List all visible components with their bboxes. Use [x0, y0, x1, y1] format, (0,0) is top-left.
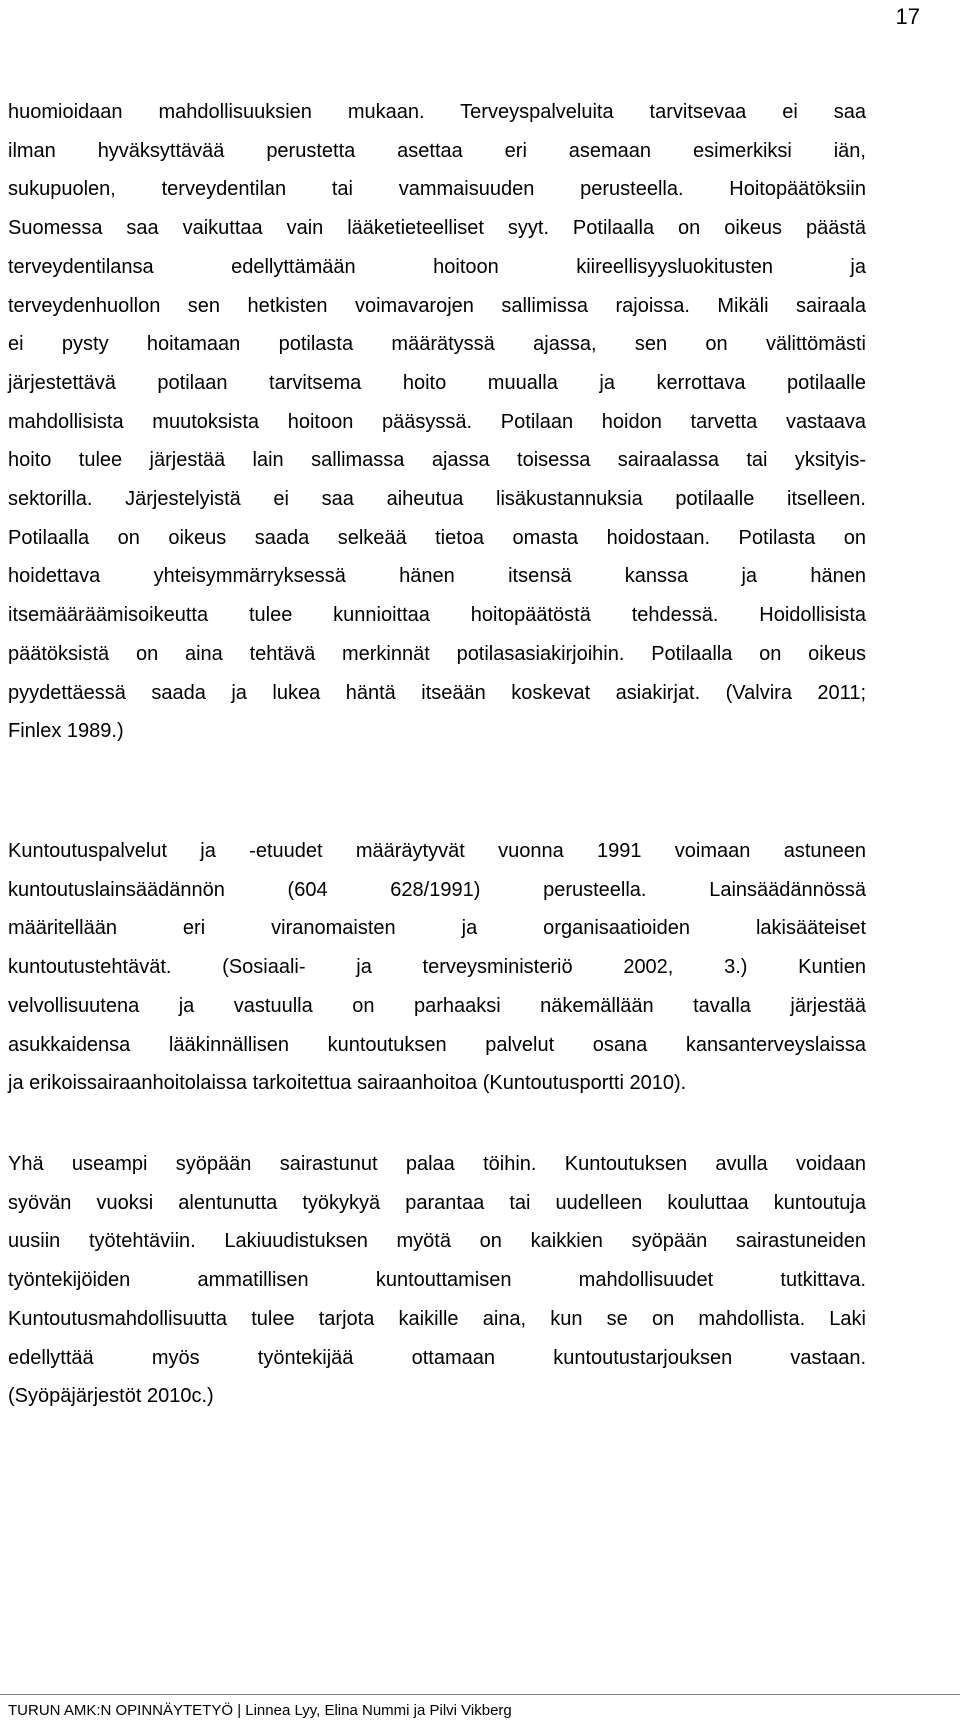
text-line: Kuntoutusmahdollisuutta tulee tarjota kaikille aina, kun se on mahdollista. Laki: [8, 1307, 866, 1330]
text-line: sektorilla. Järjestelyistä ei saa aiheutua lisäkustannuksia potilaalle itselleen.: [8, 488, 866, 511]
footer-text: TURUN AMK:N OPINNÄYTETYÖ | Linnea Lyy, Elina Nummi ja Pilvi Vikberg: [8, 1702, 512, 1719]
paragraph: [8, 93, 866, 751]
paragraph: [8, 832, 866, 1103]
text-line: terveydentilansa edellyttämään hoitoon kiireellisyysluokitusten ja: [8, 255, 866, 278]
page-footer: [0, 1694, 960, 1726]
text-line: järjestettävä potilaan tarvitsema hoito muualla ja kerrottava potilaalle: [8, 371, 866, 394]
text-line: kuntoutustehtävät. (Sosiaali- ja terveysministeriö 2002, 3.) Kuntien: [8, 956, 866, 979]
text-line: uusiin työtehtäviin. Lakiuudistuksen myötä on kaikkien syöpään sairastuneiden: [8, 1230, 866, 1253]
text-line: Yhä useampi syöpään sairastunut palaa töihin. Kuntoutuksen avulla voidaan: [8, 1153, 866, 1175]
text-line: hoito tulee järjestää lain sallimassa ajassa toisessa sairaalassa tai yksityis-: [8, 449, 866, 472]
text-line: ilman hyväksyttävää perustetta asettaa eri asemaan esimerkiksi iän,: [8, 139, 866, 162]
text-line: ei pysty hoitamaan potilasta määrätyssä ajassa, sen on välittömästi: [8, 333, 866, 356]
text-line: ja erikoissairaanhoitolaissa tarkoitettua sairaanhoitoa (Kuntoutusportti 2010).: [8, 1072, 687, 1095]
text-line: Suomessa saa vaikuttaa vain lääketieteelliset syyt. Potilaalla on oikeus päästä: [8, 217, 866, 240]
paragraph: [8, 1145, 866, 1416]
page-number: 17: [895, 4, 920, 29]
text-line: työntekijöiden ammatillisen kuntouttamisen mahdollisuudet tutkittava.: [8, 1269, 866, 1292]
text-line: Potilaalla on oikeus saada selkeää tietoa omasta hoidostaan. Potilasta on: [8, 526, 866, 549]
text-line: itsemääräämisoikeutta tulee kunnioittaa hoitopäätöstä tehdessä. Hoidollisista: [8, 604, 866, 627]
footer-divider: [0, 1694, 960, 1695]
text-line: terveydenhuollon sen hetkisten voimavarojen sallimissa rajoissa. Mikäli sairaala: [8, 294, 866, 317]
text-line: syövän vuoksi alentunutta työkykyä parantaa tai uudelleen kouluttaa kuntoutuja: [8, 1191, 866, 1214]
text-line: (Syöpäjärjestöt 2010c.): [8, 1385, 214, 1408]
text-line: edellyttää myös työntekijää ottamaan kuntoutustarjouksen vastaan.: [8, 1346, 866, 1369]
text-line: sukupuolen, terveydentilan tai vammaisuuden perusteella. Hoitopäätöksiin: [8, 178, 866, 201]
text-line: pyydettäessä saada ja lukea häntä itseään koskevat asiakirjat. (Valvira 2011;: [8, 681, 866, 704]
text-line: päätöksistä on aina tehtävä merkinnät potilasasiakirjoihin. Potilaalla on oikeus: [8, 642, 866, 665]
text-line: hoidettava yhteisymmärryksessä hänen itsensä kanssa ja hänen: [8, 565, 866, 588]
text-line: Finlex 1989.): [8, 720, 124, 743]
text-line: Kuntoutuspalvelut ja -etuudet määräytyvät vuonna 1991 voimaan astuneen: [8, 840, 866, 862]
text-line: kuntoutuslainsäädännön (604 628/1991) perusteella. Lainsäädännössä: [8, 878, 866, 901]
text-line: määritellään eri viranomaisten ja organisaatioiden lakisääteiset: [8, 917, 866, 940]
text-line: huomioidaan mahdollisuuksien mukaan. Terveyspalveluita tarvitsevaa ei saa: [8, 101, 866, 123]
text-line: asukkaidensa lääkinnällisen kuntoutuksen palvelut osana kansanterveyslaissa: [8, 1033, 866, 1056]
text-line: velvollisuutena ja vastuulla on parhaaksi näkemällään tavalla järjestää: [8, 994, 866, 1017]
text-line: mahdollisista muutoksista hoitoon pääsyssä. Potilaan hoidon tarvetta vastaava: [8, 410, 866, 433]
